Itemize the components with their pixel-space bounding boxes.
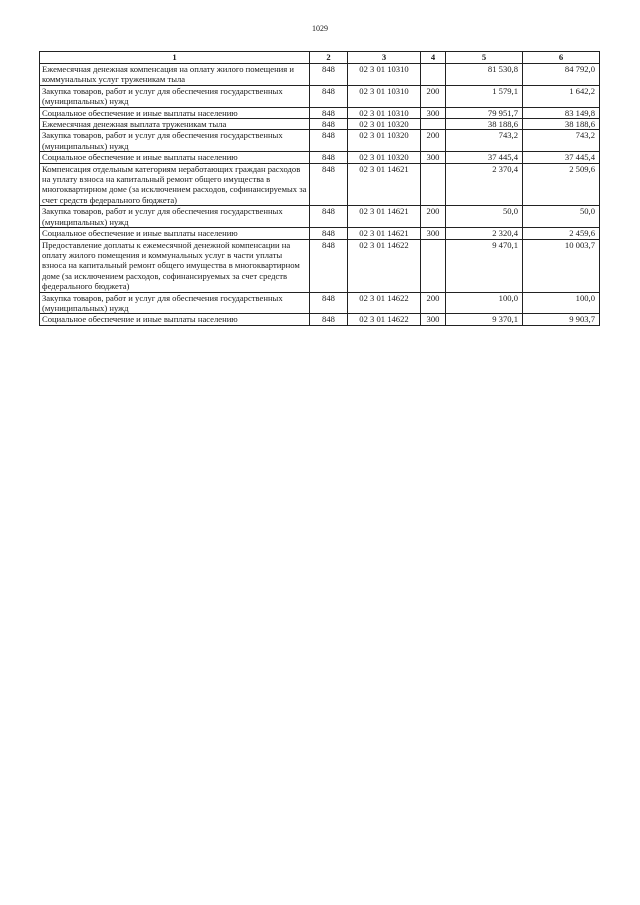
cell-ministry: 848 [310, 119, 348, 130]
column-header-sum2: 6 [523, 52, 600, 64]
cell-article: 02 3 01 10320 [348, 130, 421, 152]
table-row [40, 152, 600, 163]
cell-sum2: 743,2 [523, 130, 600, 152]
cell-sum2: 84 792,0 [523, 64, 600, 86]
cell-sum1: 81 530,8 [446, 64, 523, 86]
cell-article: 02 3 01 10320 [348, 152, 421, 163]
table-body [40, 64, 600, 326]
cell-name: Закупка товаров, работ и услуг для обеспечения государственных (муниципальных) нужд [40, 85, 310, 107]
cell-name: Социальное обеспечение и иные выплаты населению [40, 107, 310, 118]
table-row [40, 163, 600, 206]
cell-article: 02 3 01 14622 [348, 292, 421, 314]
cell-name: Закупка товаров, работ и услуг для обеспечения государственных (муниципальных) нужд [40, 292, 310, 314]
cell-expense-type: 300 [421, 152, 446, 163]
cell-expense-type: 200 [421, 206, 446, 228]
cell-name: Ежемесячная денежная выплата труженикам тыла [40, 119, 310, 130]
cell-article: 02 3 01 10310 [348, 107, 421, 118]
cell-sum2: 1 642,2 [523, 85, 600, 107]
cell-name: Компенсация отдельным категориям неработающих граждан расходов на уплату взноса на капитальный ремонт общего имущества в многоквартирном доме (за исключением расходов, софинансируемых за счет средств федерального бюджета) [40, 163, 310, 206]
table-row [40, 64, 600, 86]
cell-expense-type: 200 [421, 130, 446, 152]
cell-sum2: 37 445,4 [523, 152, 600, 163]
cell-expense-type [421, 163, 446, 206]
page-number: 1029 [312, 24, 328, 33]
cell-ministry: 848 [310, 206, 348, 228]
cell-expense-type [421, 119, 446, 130]
column-header-article: 3 [348, 52, 421, 64]
cell-sum1: 2 370,4 [446, 163, 523, 206]
header-row [40, 52, 600, 64]
cell-sum1: 50,0 [446, 206, 523, 228]
cell-expense-type: 200 [421, 292, 446, 314]
cell-expense-type [421, 64, 446, 86]
cell-sum2: 83 149,8 [523, 107, 600, 118]
table-row [40, 85, 600, 107]
cell-ministry: 848 [310, 85, 348, 107]
cell-expense-type: 200 [421, 85, 446, 107]
cell-ministry: 848 [310, 163, 348, 206]
table-header [40, 52, 600, 64]
cell-name: Социальное обеспечение и иные выплаты населению [40, 314, 310, 325]
cell-sum1: 79 951,7 [446, 107, 523, 118]
cell-article: 02 3 01 14622 [348, 239, 421, 292]
table-row [40, 107, 600, 118]
cell-name: Социальное обеспечение и иные выплаты населению [40, 228, 310, 239]
column-header-ministry: 2 [310, 52, 348, 64]
table-row [40, 292, 600, 314]
column-header-sum1: 5 [446, 52, 523, 64]
cell-sum1: 743,2 [446, 130, 523, 152]
cell-name: Закупка товаров, работ и услуг для обеспечения государственных (муниципальных) нужд [40, 130, 310, 152]
cell-expense-type: 300 [421, 107, 446, 118]
column-header-expense-type: 4 [421, 52, 446, 64]
cell-sum1: 9 370,1 [446, 314, 523, 325]
cell-sum1: 9 470,1 [446, 239, 523, 292]
cell-ministry: 848 [310, 152, 348, 163]
cell-ministry: 848 [310, 292, 348, 314]
cell-expense-type [421, 239, 446, 292]
cell-ministry: 848 [310, 64, 348, 86]
cell-name: Ежемесячная денежная компенсация на оплату жилого помещения и коммунальных услуг труженикам тыла [40, 64, 310, 86]
cell-article: 02 3 01 10320 [348, 119, 421, 130]
cell-sum1: 2 320,4 [446, 228, 523, 239]
cell-article: 02 3 01 14621 [348, 163, 421, 206]
cell-name: Предоставление доплаты к ежемесячной денежной компенсации на оплату жилого помещения и коммунальных услуг в части уплаты взноса на капитальный ремонт общего имущества в многоквартирном доме (за исключением расходов, софинансируемых за счет средств федерального бюджета) [40, 239, 310, 292]
table-row [40, 130, 600, 152]
cell-ministry: 848 [310, 314, 348, 325]
table-row [40, 228, 600, 239]
cell-expense-type: 300 [421, 314, 446, 325]
cell-name: Закупка товаров, работ и услуг для обеспечения государственных (муниципальных) нужд [40, 206, 310, 228]
column-header-name: 1 [40, 52, 310, 64]
cell-sum1: 1 579,1 [446, 85, 523, 107]
cell-name: Социальное обеспечение и иные выплаты населению [40, 152, 310, 163]
cell-article: 02 3 01 14621 [348, 206, 421, 228]
cell-ministry: 848 [310, 239, 348, 292]
cell-ministry: 848 [310, 228, 348, 239]
cell-article: 02 3 01 14621 [348, 228, 421, 239]
cell-ministry: 848 [310, 107, 348, 118]
cell-sum1: 37 445,4 [446, 152, 523, 163]
cell-expense-type: 300 [421, 228, 446, 239]
cell-sum2: 2 509,6 [523, 163, 600, 206]
cell-ministry: 848 [310, 130, 348, 152]
cell-sum2: 10 003,7 [523, 239, 600, 292]
cell-sum1: 38 188,6 [446, 119, 523, 130]
budget-table [39, 51, 600, 326]
cell-article: 02 3 01 10310 [348, 64, 421, 86]
cell-article: 02 3 01 10310 [348, 85, 421, 107]
cell-sum1: 100,0 [446, 292, 523, 314]
table-row [40, 206, 600, 228]
table-row [40, 119, 600, 130]
cell-sum2: 2 459,6 [523, 228, 600, 239]
cell-sum2: 50,0 [523, 206, 600, 228]
table-row [40, 239, 600, 292]
cell-article: 02 3 01 14622 [348, 314, 421, 325]
table-row [40, 314, 600, 325]
cell-sum2: 100,0 [523, 292, 600, 314]
cell-sum2: 9 903,7 [523, 314, 600, 325]
cell-sum2: 38 188,6 [523, 119, 600, 130]
